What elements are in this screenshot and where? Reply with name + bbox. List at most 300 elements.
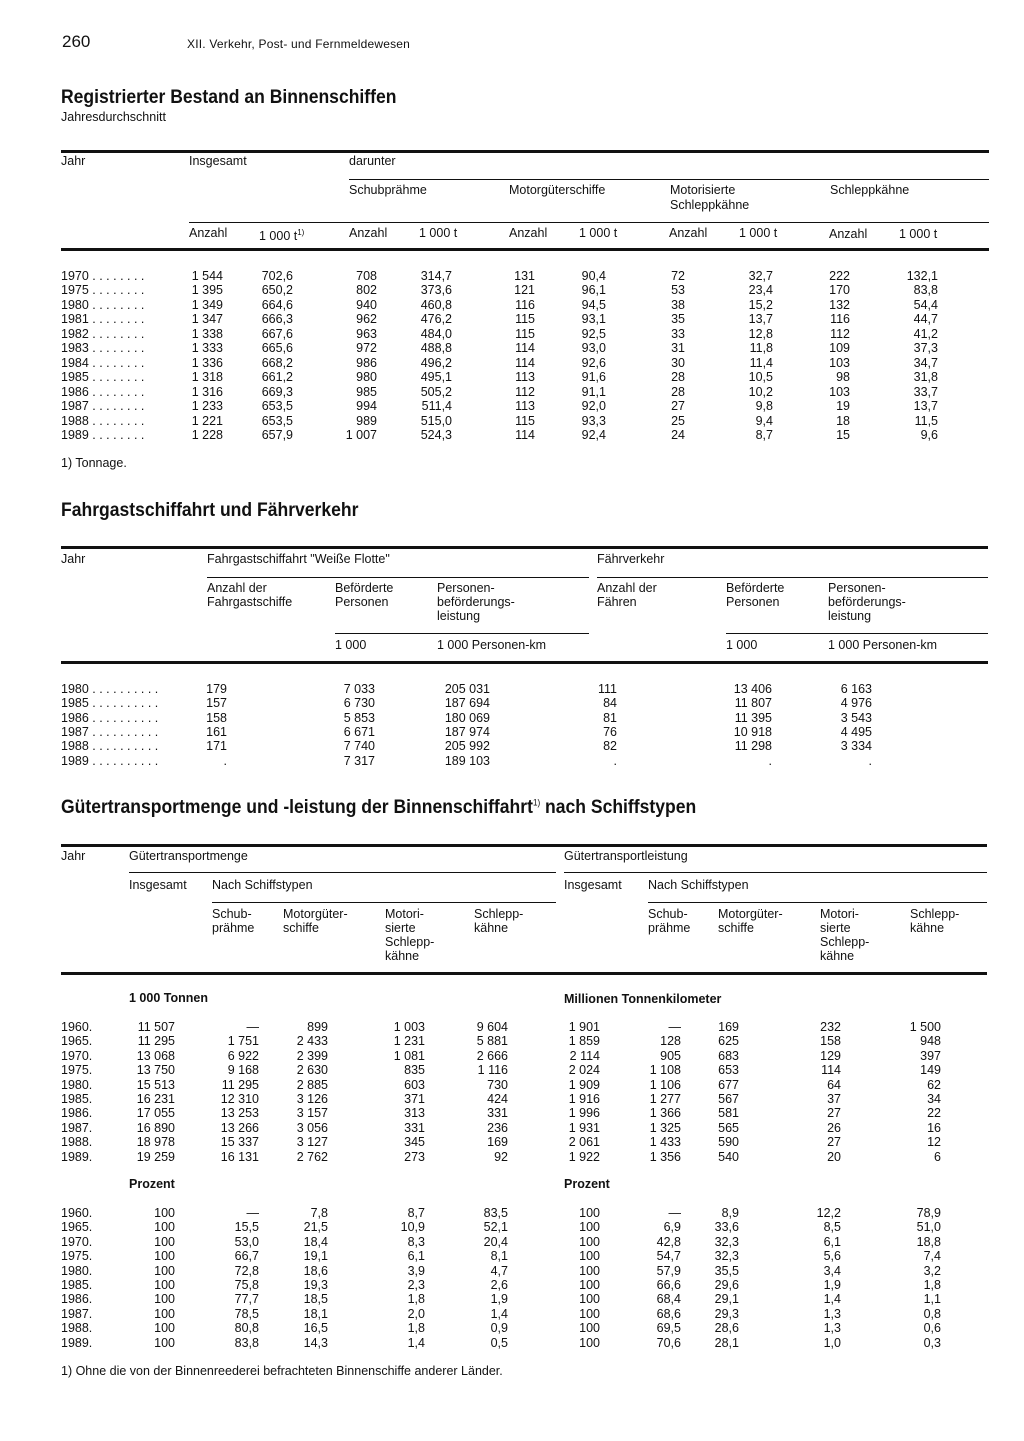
table3-header-motor-1: Motorgüter-: [718, 907, 783, 921]
cell-leistung-motschlepp: 37: [827, 1092, 841, 1106]
row-year: 1986 . . . . . . . . . .: [61, 710, 159, 725]
table3-unit-tonnen: 1 000 Tonnen: [129, 991, 208, 1005]
cell-menge-motschlepp: 1 081: [393, 1048, 425, 1063]
cell-schub-t: 488,8: [420, 341, 452, 356]
cell-leistung-motschlepp: 1,3: [823, 1306, 841, 1321]
table2-top-rule: [61, 546, 988, 549]
cell-menge-motor: 7,8: [310, 1206, 328, 1220]
cell-menge-total: 100: [154, 1306, 175, 1321]
cell-f-pkm: 3 334: [840, 739, 872, 754]
cell-fg-count: 157: [206, 696, 227, 711]
cell-fg-pkm: 189 103: [444, 753, 490, 768]
table3-rule-groups: [129, 872, 556, 873]
cell-schlepp-count: 18: [836, 413, 850, 428]
cell-menge-schlepp: 0,9: [490, 1321, 508, 1336]
table3-footnote: 1) Ohne die von der Binnenreederei befrachteten Binnenschiffe anderer Länder.: [61, 1364, 503, 1378]
table-row: [0, 1206, 1024, 1221]
row-year: 1986.: [61, 1292, 93, 1307]
table3-header-schub-2: prähme: [212, 921, 255, 935]
row-year: 1960.: [61, 1206, 93, 1220]
cell-leistung-total: 2 114: [569, 1048, 600, 1063]
cell-menge-motor: 18,1: [303, 1306, 328, 1321]
table-row: [0, 1092, 1024, 1107]
row-year: 1975.: [61, 1063, 93, 1078]
cell-leistung-motor: 28,1: [714, 1335, 739, 1350]
cell-leistung-schub: 1 277: [649, 1092, 681, 1106]
cell-motor-t: 92,4: [581, 427, 606, 442]
cell-leistung-motschlepp: 8,5: [823, 1220, 841, 1235]
table3-header-motori-4: kähne: [820, 949, 855, 963]
table1-title: Registrierter Bestand an Binnenschiffen: [61, 86, 397, 108]
cell-leistung-schlepp: 7,4: [923, 1249, 941, 1264]
row-year: 1988 . . . . . . . . . .: [61, 739, 159, 754]
cell-motor-t: 90,4: [581, 269, 606, 283]
running-title: XII. Verkehr, Post- und Fernmeldewesen: [187, 37, 411, 51]
cell-leistung-schub: 1 106: [649, 1077, 681, 1092]
cell-leistung-schlepp: 51,0: [916, 1220, 941, 1235]
cell-leistung-schlepp: 1 500: [909, 1020, 941, 1034]
cell-leistung-total: 2 061: [568, 1135, 600, 1150]
cell-menge-schub: 6 922: [227, 1048, 259, 1063]
cell-total-count: 1 318: [191, 370, 223, 385]
table3-header-schub-1: Schub-: [648, 907, 688, 921]
table2-header-personen-2: beförderungs-: [437, 595, 515, 609]
cell-leistung-motor: 581: [718, 1106, 739, 1121]
cell-leistung-schub: 1 366: [649, 1106, 681, 1121]
cell-leistung-total: 1 859: [568, 1034, 600, 1049]
cell-leistung-schub: 68,4: [656, 1292, 681, 1307]
cell-fg-persons: 6 671: [343, 724, 375, 739]
cell-menge-schlepp: 236: [487, 1120, 508, 1135]
table3-header-schlepp-2: kähne: [474, 921, 509, 935]
cell-f-pkm: 4 495: [840, 724, 872, 739]
cell-total-tonnage: 667,6: [261, 326, 293, 341]
cell-schub-count: 1 007: [345, 427, 377, 442]
cell-f-persons: 11 807: [734, 696, 772, 711]
table3-header-motor-2: schiffe: [283, 921, 319, 935]
cell-motschlepp-t: 32,7: [748, 269, 773, 283]
cell-motor-count: 115: [515, 312, 535, 327]
cell-menge-motschlepp: 1 231: [393, 1034, 425, 1049]
cell-menge-schlepp: 20,4: [483, 1234, 508, 1249]
cell-leistung-motor: 32,3: [714, 1249, 739, 1264]
cell-menge-schlepp: 331: [487, 1106, 508, 1121]
cell-leistung-motschlepp: 129: [820, 1048, 841, 1063]
cell-schlepp-count: 109: [829, 341, 850, 356]
row-year: 1980 . . . . . . . .: [61, 297, 145, 312]
cell-schlepp-count: 15: [836, 427, 850, 442]
cell-menge-schub: 12 310: [220, 1092, 259, 1106]
table-row: [0, 356, 1024, 371]
table-row: [0, 1264, 1024, 1279]
row-year: 1985 . . . . . . . .: [61, 370, 145, 385]
cell-motor-t: 91,6: [581, 370, 606, 385]
cell-schub-count: 972: [356, 341, 377, 356]
table3-header-menge: Gütertransportmenge: [129, 849, 248, 863]
cell-leistung-schlepp: 948: [920, 1034, 941, 1049]
cell-menge-schlepp: 5 881: [476, 1034, 508, 1049]
cell-leistung-total: 100: [579, 1306, 600, 1321]
cell-menge-total: 16 231: [136, 1092, 175, 1106]
table1-footnote: 1) Tonnage.: [61, 456, 127, 470]
cell-total-count: 1 336: [191, 355, 223, 370]
cell-motschlepp-count: 24: [671, 427, 685, 442]
cell-motschlepp-t: 9,8: [755, 399, 773, 414]
cell-fg-count: .: [223, 753, 227, 768]
table3-header-insgesamt: Insgesamt: [129, 878, 187, 892]
table2-rule-units-right: [726, 633, 988, 634]
page-number: 260: [62, 32, 91, 51]
row-year: 1986.: [61, 1106, 93, 1121]
cell-leistung-motschlepp: 6,1: [823, 1234, 841, 1249]
table-row: [0, 1020, 1024, 1035]
row-year: 1986 . . . . . . . .: [61, 384, 145, 399]
cell-menge-schub: 72,8: [234, 1263, 259, 1278]
cell-menge-motor: 3 127: [296, 1135, 328, 1150]
cell-menge-motschlepp: 345: [404, 1135, 425, 1150]
row-year: 1989 . . . . . . . . . .: [61, 753, 159, 768]
cell-schub-t: 515,0: [420, 413, 452, 428]
cell-schlepp-t: 11,5: [914, 413, 938, 428]
table-row: [0, 754, 1024, 769]
table1-unit-anzahl: Anzahl: [349, 226, 388, 240]
table-row: [0, 399, 1024, 414]
footnote-ref: 1): [297, 228, 305, 237]
cell-menge-total: 13 750: [136, 1063, 175, 1078]
cell-leistung-motschlepp: 1,4: [823, 1292, 841, 1307]
cell-leistung-total: 100: [579, 1220, 600, 1235]
cell-leistung-motor: 677: [718, 1077, 739, 1092]
table3-header-bottom-rule: [61, 972, 987, 975]
cell-fg-pkm: 205 992: [444, 739, 490, 754]
table-row: [0, 1292, 1024, 1307]
table3-header-schub-2: prähme: [648, 921, 691, 935]
cell-leistung-motor: 540: [718, 1149, 739, 1164]
cell-leistung-schlepp: 3,2: [923, 1263, 941, 1278]
table3-header-schlepp-1: Schlepp-: [910, 907, 960, 921]
table2-unit-pkm: 1 000 Personen-km: [828, 638, 938, 652]
cell-menge-motor: 14,3: [303, 1335, 328, 1350]
table2-unit-1000: 1 000: [335, 638, 367, 652]
cell-leistung-motor: 28,6: [714, 1321, 739, 1336]
cell-menge-schlepp: 2 666: [476, 1048, 508, 1063]
cell-menge-total: 19 259: [136, 1149, 175, 1164]
cell-menge-motschlepp: 8,3: [407, 1234, 425, 1249]
table-row: [0, 696, 1024, 711]
cell-menge-schlepp: 4,7: [490, 1263, 508, 1278]
cell-motschlepp-count: 27: [671, 399, 685, 414]
cell-total-count: 1 395: [191, 283, 223, 298]
table1-unit-anzahl: Anzahl: [509, 226, 548, 240]
cell-menge-motor: 3 126: [296, 1092, 328, 1106]
cell-leistung-total: 1 931: [568, 1120, 600, 1135]
table3-header-nach: Nach Schiffstypen: [648, 878, 749, 892]
cell-leistung-motor: 625: [718, 1034, 739, 1049]
cell-leistung-schlepp: 18,8: [916, 1234, 941, 1249]
cell-f-count: 81: [603, 710, 617, 725]
table1-subtitle: Jahresdurchschnitt: [61, 110, 166, 124]
cell-leistung-schlepp: 22: [927, 1106, 941, 1121]
cell-motor-t: 91,1: [581, 384, 606, 399]
table3-header-motori-1: Motori-: [385, 907, 424, 921]
cell-menge-motschlepp: 835: [404, 1063, 425, 1078]
cell-leistung-total: 100: [579, 1335, 600, 1350]
row-year: 1989.: [61, 1149, 93, 1164]
cell-leistung-total: 100: [579, 1206, 600, 1220]
table3-header-schlepp-1: Schlepp-: [474, 907, 524, 921]
cell-fg-persons: 5 853: [343, 710, 375, 725]
cell-leistung-motschlepp: 20: [827, 1149, 841, 1164]
cell-menge-schub: 1 751: [227, 1034, 259, 1049]
cell-leistung-motor: 35,5: [714, 1263, 739, 1278]
cell-menge-motschlepp: 3,9: [407, 1263, 425, 1278]
cell-motor-count: 113: [515, 370, 535, 385]
table-row: [0, 725, 1024, 740]
table3-header-motori-2: sierte: [820, 921, 851, 935]
cell-motor-t: 92,6: [581, 355, 606, 370]
cell-motschlepp-t: 10,2: [748, 384, 773, 399]
cell-motor-count: 112: [515, 384, 535, 399]
table3-header-insgesamt: Insgesamt: [564, 878, 622, 892]
table2-header-personen-3: leistung: [828, 609, 872, 623]
cell-total-tonnage: 665,6: [261, 341, 293, 356]
cell-leistung-total: 100: [579, 1321, 600, 1336]
cell-total-tonnage: 661,2: [261, 370, 293, 385]
cell-leistung-total: 1 916: [568, 1092, 600, 1106]
cell-f-persons: .: [768, 753, 772, 768]
table3-header-schub-1: Schub-: [212, 907, 252, 921]
cell-menge-motor: 899: [307, 1020, 328, 1034]
table-row: [0, 1336, 1024, 1351]
row-year: 1984 . . . . . . . .: [61, 355, 145, 370]
table1-rule-units: [189, 222, 989, 223]
cell-leistung-schlepp: 397: [920, 1048, 941, 1063]
cell-schub-count: 980: [356, 370, 377, 385]
row-year: 1980 . . . . . . . . . .: [61, 682, 159, 696]
cell-menge-schlepp: 0,5: [490, 1335, 508, 1350]
cell-schlepp-count: 112: [830, 326, 850, 341]
cell-leistung-schlepp: 149: [920, 1063, 941, 1078]
table-row: [0, 1150, 1024, 1165]
cell-leistung-schub: 66,6: [656, 1278, 681, 1292]
cell-schub-count: 985: [356, 384, 377, 399]
cell-leistung-schub: 128: [660, 1034, 681, 1049]
row-year: 1989.: [61, 1335, 93, 1350]
row-year: 1983 . . . . . . . .: [61, 341, 145, 356]
row-year: 1975 . . . . . . . .: [61, 283, 145, 298]
cell-fg-count: 161: [206, 724, 227, 739]
cell-motschlepp-count: 53: [671, 283, 685, 298]
cell-menge-motschlepp: 1,4: [407, 1335, 425, 1350]
cell-f-count: .: [613, 753, 617, 768]
cell-leistung-schlepp: 34: [927, 1092, 941, 1106]
table3-title-text: Gütertransportmenge und -leistung der Binnenschiffahrt: [61, 796, 533, 818]
cell-leistung-schlepp: 78,9: [916, 1206, 941, 1220]
cell-f-pkm: 3 543: [840, 710, 872, 725]
cell-leistung-total: 100: [579, 1278, 600, 1292]
cell-schub-t: 373,6: [420, 283, 452, 298]
cell-menge-schlepp: 424: [487, 1092, 508, 1106]
cell-menge-total: 100: [154, 1278, 175, 1292]
cell-total-count: 1 347: [191, 312, 223, 327]
cell-f-count: 82: [603, 739, 617, 754]
table1-header-darunter: darunter: [349, 154, 396, 168]
cell-leistung-schlepp: 62: [927, 1077, 941, 1092]
cell-motschlepp-count: 31: [671, 341, 685, 356]
cell-leistung-schlepp: 16: [927, 1120, 941, 1135]
cell-schub-t: 495,1: [420, 370, 452, 385]
table2-header-befoerderte-1: Beförderte: [335, 581, 394, 595]
cell-total-count: 1 233: [191, 399, 223, 414]
table-row: [0, 1249, 1024, 1264]
cell-leistung-motschlepp: 1,3: [823, 1321, 841, 1336]
cell-leistung-schlepp: 0,3: [923, 1335, 941, 1350]
table1-unit-tonnage: [259, 226, 304, 244]
cell-leistung-motor: 590: [718, 1135, 739, 1150]
cell-motor-count: 114: [515, 427, 535, 442]
cell-leistung-schub: 68,6: [656, 1306, 681, 1321]
cell-menge-motor: 19,3: [303, 1278, 328, 1292]
cell-menge-schub: 15,5: [234, 1220, 259, 1235]
cell-menge-schub: 9 168: [227, 1063, 259, 1078]
cell-leistung-total: 1 901: [568, 1020, 600, 1034]
cell-leistung-schlepp: 6: [934, 1149, 941, 1164]
cell-total-count: 1 333: [191, 341, 223, 356]
cell-menge-schlepp: 8,1: [490, 1249, 508, 1264]
cell-leistung-total: 2 024: [568, 1063, 600, 1078]
row-year: 1985 . . . . . . . . . .: [61, 696, 159, 711]
cell-total-tonnage: 702,6: [261, 269, 293, 283]
table1-header-year: Jahr: [61, 154, 86, 168]
cell-leistung-motschlepp: 3,4: [823, 1263, 841, 1278]
row-year: 1981 . . . . . . . .: [61, 312, 145, 327]
table-row: [0, 1135, 1024, 1150]
cell-menge-schub: 77,7: [234, 1292, 259, 1307]
cell-leistung-schlepp: 0,8: [923, 1306, 941, 1321]
cell-menge-schlepp: 52,1: [483, 1220, 508, 1235]
row-year: 1989 . . . . . . . .: [61, 427, 145, 442]
cell-leistung-motor: 653: [718, 1063, 739, 1078]
cell-schub-count: 940: [356, 297, 377, 312]
cell-leistung-motschlepp: 1,9: [823, 1278, 841, 1292]
table3-header-motori-4: kähne: [385, 949, 420, 963]
cell-fg-pkm: 180 069: [444, 710, 490, 725]
cell-motschlepp-t: 10,5: [748, 370, 773, 385]
cell-total-count: 1 221: [191, 413, 223, 428]
cell-leistung-total: 100: [579, 1249, 600, 1264]
table-row: [0, 1121, 1024, 1136]
table1-unit-anzahl: Anzahl: [189, 226, 228, 240]
cell-schub-t: 460,8: [420, 297, 452, 312]
table2-header-befoerderte-1: Beförderte: [726, 581, 785, 595]
cell-leistung-motor: 33,6: [714, 1220, 739, 1235]
cell-total-count: 1 316: [191, 384, 223, 399]
table-row: [0, 682, 1024, 697]
cell-total-tonnage: 668,2: [261, 355, 293, 370]
cell-schlepp-t: 41,2: [913, 326, 938, 341]
cell-menge-motor: 2 399: [296, 1048, 328, 1063]
cell-total-tonnage: 650,2: [261, 283, 293, 298]
cell-leistung-motschlepp: 12,2: [816, 1206, 841, 1220]
cell-fg-persons: 7 317: [343, 753, 375, 768]
cell-menge-schub: —: [246, 1206, 259, 1220]
cell-leistung-total: 1 996: [568, 1106, 600, 1121]
cell-leistung-schub: 1 325: [649, 1120, 681, 1135]
cell-leistung-total: 100: [579, 1292, 600, 1307]
table2-rule-groups-right: [597, 577, 988, 578]
cell-total-tonnage: 653,5: [261, 399, 293, 414]
cell-menge-motschlepp: 313: [404, 1106, 425, 1121]
cell-leistung-schub: 1 433: [649, 1135, 681, 1150]
cell-leistung-motor: 169: [718, 1020, 739, 1034]
table-row: [0, 385, 1024, 400]
cell-f-persons: 10 918: [733, 724, 772, 739]
cell-motor-t: 92,0: [581, 399, 606, 414]
row-year: 1960.: [61, 1020, 93, 1034]
cell-menge-total: 15 513: [136, 1077, 175, 1092]
table2-header-personen-1: Personen-: [828, 581, 886, 595]
cell-motor-t: 93,0: [581, 341, 606, 356]
cell-menge-motschlepp: 371: [404, 1092, 425, 1106]
cell-leistung-schlepp: 12: [927, 1135, 941, 1150]
cell-menge-schlepp: 9 604: [476, 1020, 508, 1034]
table2-title: Fahrgastschiffahrt und Fährverkehr: [61, 499, 359, 521]
row-year: 1965.: [61, 1034, 93, 1049]
cell-schlepp-count: 103: [829, 384, 850, 399]
cell-motschlepp-count: 28: [671, 370, 685, 385]
row-year: 1985.: [61, 1092, 93, 1106]
table-row: [0, 1034, 1024, 1049]
cell-f-count: 76: [603, 724, 617, 739]
cell-leistung-motschlepp: 26: [827, 1120, 841, 1135]
cell-leistung-motschlepp: 27: [827, 1135, 841, 1150]
cell-schlepp-t: 31,8: [913, 370, 938, 385]
cell-menge-total: 100: [154, 1220, 175, 1235]
table2-unit-pkm: 1 000 Personen-km: [437, 638, 547, 652]
cell-schlepp-t: 132,1: [906, 269, 938, 283]
cell-motor-t: 92,5: [581, 326, 606, 341]
table1-unit-anzahl: Anzahl: [829, 227, 868, 241]
table-row: [0, 1049, 1024, 1064]
cell-menge-motor: 18,4: [303, 1234, 328, 1249]
cell-leistung-schlepp: 1,1: [923, 1292, 941, 1307]
table1-header-motor: Motorgüterschiffe: [509, 183, 606, 197]
cell-menge-total: 100: [154, 1335, 175, 1350]
table2-header-befoerderte-2: Personen: [335, 595, 389, 609]
table3-header-leistung: Gütertransportleistung: [564, 849, 688, 863]
table3-header-motori-2: sierte: [385, 921, 416, 935]
cell-menge-total: 100: [154, 1292, 175, 1307]
table-row: [0, 298, 1024, 313]
row-year: 1980.: [61, 1263, 93, 1278]
cell-fg-persons: 7 740: [343, 739, 375, 754]
row-year: 1970.: [61, 1234, 93, 1249]
cell-motschlepp-t: 12,8: [748, 326, 773, 341]
cell-schlepp-t: 44,7: [913, 312, 938, 327]
cell-motor-t: 94,5: [581, 297, 606, 312]
table-row: [0, 341, 1024, 356]
cell-menge-total: 11 507: [137, 1020, 175, 1034]
cell-leistung-motschlepp: 232: [820, 1020, 841, 1034]
cell-fg-persons: 6 730: [343, 696, 375, 711]
cell-schlepp-count: 103: [829, 355, 850, 370]
row-year: 1988 . . . . . . . .: [61, 413, 145, 428]
cell-total-tonnage: 666,3: [261, 312, 293, 327]
cell-schlepp-t: 54,4: [913, 297, 938, 312]
table-row: [0, 1307, 1024, 1322]
cell-schlepp-t: 33,7: [913, 384, 938, 399]
table1-unit-tonnage-text: 1 000 t: [259, 229, 298, 244]
